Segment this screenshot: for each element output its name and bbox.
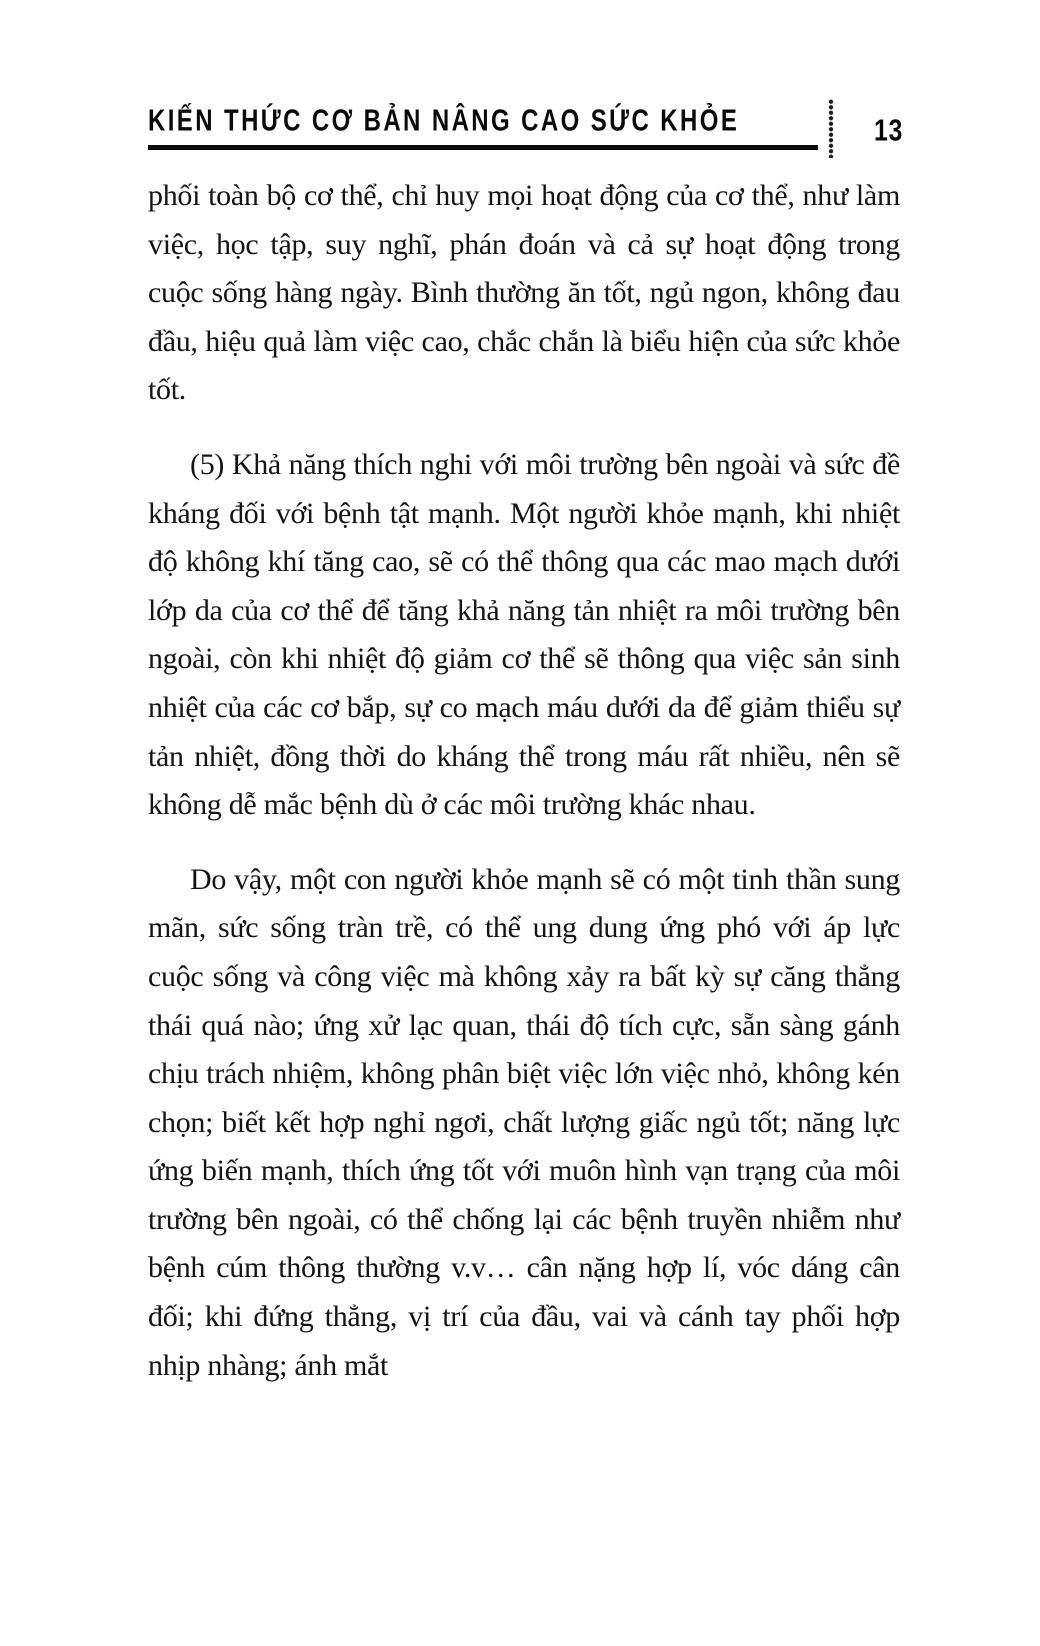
page-number: 13 [874, 112, 904, 148]
body-paragraph: Do vậy, một con người khỏe mạnh sẽ có một tinh thần sung mãn, sức sống tràn trề, có thể ung dung ứng phó với áp lực cuộc sống và công việc mà không xảy ra bất kỳ sự căng thẳng thái quá nào; ứng xử lạc quan, thái độ tích cực, sẵn sàng gánh chịu trách nhiệm, không phân biệt việc lớn việc nhỏ, không kén chọn; biết kết hợp nghỉ ngơi, chất lượng giấc ngủ tốt; năng lực ứng biến mạnh, thích ứng tốt với muôn hình vạn trạng của môi trường bên ngoài, có thể chống lại các bệnh truyền nhiễm như bệnh cúm thông thường v.v… cân nặng hợp lí, vóc dáng cân đối; khi đứng thẳng, vị trí của đầu, vai và cánh tay phối hợp nhịp nhàng; ánh mắt [148, 862, 900, 1382]
body-paragraph: phối toàn bộ cơ thể, chỉ huy mọi hoạt động của cơ thể, như làm việc, học tập, suy nghĩ, phán đoán và cả sự hoạt động trong cuộc sống hàng ngày. Bình thường ăn tốt, ngủ ngon, không đau đầu, hiệu quả làm việc cao, chắc chắn là biểu hiện của sức khỏe tốt. [148, 179, 900, 407]
page-body [148, 172, 900, 1390]
chain-ornament-icon [827, 99, 835, 158]
body-paragraph: (5) Khả năng thích nghi với môi trường bên ngoài và sức đề kháng đối với bệnh tật mạnh. Một người khỏe mạnh, khi nhiệt độ không khí tăng cao, sẽ có thể thông qua các mao mạch dưới lớp da của cơ thể để tăng khả năng tản nhiệt ra môi trường bên ngoài, còn khi nhiệt độ giảm cơ thể sẽ thông qua việc sản sinh nhiệt của các cơ bắp, sự co mạch máu dưới da để giảm thiểu sự tản nhiệt, đồng thời do kháng thể trong máu rất nhiều, nên sẽ không dễ mắc bệnh dù ở các môi trường khác nhau. [148, 447, 900, 822]
running-head-title: KIẾN THỨC CƠ BẢN NÂNG CAO SỨC KHỎE [148, 103, 740, 138]
page-header [148, 96, 818, 150]
